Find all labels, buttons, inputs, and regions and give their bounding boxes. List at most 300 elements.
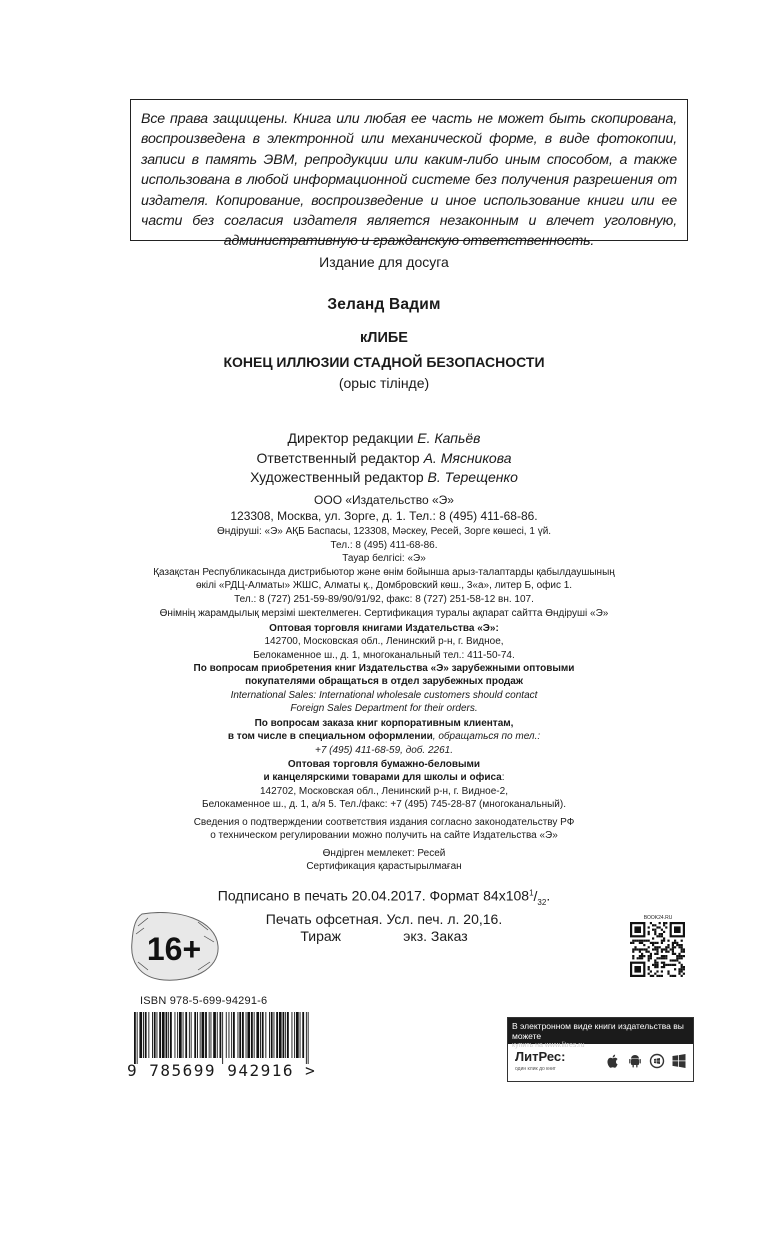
qr-module	[632, 942, 634, 944]
qr-module	[676, 944, 678, 946]
barcode-bar	[292, 1012, 293, 1058]
qr-module	[661, 975, 663, 977]
qr-module	[648, 968, 650, 970]
barcode-bar	[197, 1012, 198, 1058]
foreign-english-line: Foreign Sales Department for their orders.	[290, 702, 478, 714]
qr-module	[672, 948, 674, 950]
qr-finder	[634, 926, 641, 933]
kz-line: өкілі «РДЦ-Алматы» ЖШС, Алматы қ., Домбровский көш., 3«а», литер Б, офис 1.	[195, 580, 573, 592]
barcode-bar	[217, 1012, 218, 1058]
barcode-bar	[262, 1012, 264, 1058]
qr-module	[648, 957, 650, 959]
litres-bottom	[508, 1044, 693, 1081]
qr-module	[667, 946, 669, 948]
barcode-bar	[285, 1012, 286, 1058]
qr-module	[683, 955, 685, 957]
corporate-heading: в том числе в специальном оформлении	[227, 731, 433, 743]
barcode-bar	[239, 1012, 241, 1058]
qr-module	[659, 957, 661, 959]
barcode-bar	[269, 1012, 270, 1058]
qr-module	[641, 940, 643, 942]
barcode-bar	[256, 1012, 259, 1058]
qr-module	[678, 953, 680, 955]
qr-module	[632, 940, 634, 942]
certification-info	[0, 816, 768, 843]
qr-module	[645, 948, 647, 950]
qr-module	[656, 966, 658, 968]
qr-module	[645, 951, 647, 953]
barcode-bar	[271, 1012, 273, 1058]
qr-module	[654, 933, 656, 935]
qr-module	[681, 964, 683, 966]
qr-module	[661, 966, 663, 968]
qr-module	[648, 933, 650, 935]
qr-module	[654, 948, 656, 950]
barcode-bar	[254, 1012, 255, 1058]
qr-module	[641, 942, 643, 944]
qr-module	[652, 929, 654, 931]
qr-module	[652, 948, 654, 950]
barcode-bar	[251, 1012, 253, 1058]
qr-module	[663, 948, 665, 950]
qr-module	[650, 922, 652, 924]
qr-module	[645, 940, 647, 942]
qr-module	[648, 946, 650, 948]
qr-module	[659, 933, 661, 935]
origin-line: Сертификация қарастырылмаған	[306, 861, 462, 873]
barcode-bar	[152, 1012, 153, 1058]
qr-module	[650, 975, 652, 977]
qr-module	[665, 951, 667, 953]
kz-line: Өндіруші: «Э» АҚБ Баспасы, 123308, Мәскеу, Ресей, Зорге көшесі, 1 үй.	[216, 526, 552, 537]
barcode-bar	[211, 1012, 212, 1058]
publisher-info	[0, 493, 768, 524]
qr-module	[654, 962, 656, 964]
qr-module	[672, 942, 674, 944]
qr-module	[672, 964, 674, 966]
qr-finder	[674, 926, 681, 933]
wholesale-info	[0, 622, 768, 662]
book-title: кЛИБЕ	[360, 330, 408, 346]
qr-module	[656, 935, 658, 937]
corporate-tail: , обращаться по тел.:	[432, 731, 541, 743]
kz-line: Тел.: 8 (727) 251-59-89/90/91/92, факс: 8 (727) 251-58-12 вн. 107.	[234, 593, 534, 605]
qr-module	[643, 948, 645, 950]
book-subtitle: КОНЕЦ ИЛЛЮЗИИ СТАДНОЙ БЕЗОПАСНОСТИ	[223, 354, 545, 370]
origin-info	[0, 847, 768, 874]
certification-line: Сведения о подтверждении соответствия издания согласно законодательству РФ	[193, 817, 575, 828]
qr-module	[681, 955, 683, 957]
qr-module	[656, 951, 658, 953]
qr-module	[667, 940, 669, 942]
android-icon	[627, 1053, 643, 1069]
qr-module	[667, 944, 669, 946]
author-name: Зеланд Вадим	[327, 296, 441, 313]
foreign-heading: покупателями обращаться в отдел зарубежных продаж	[245, 676, 523, 688]
language-note: (орыс тілінде)	[338, 375, 430, 391]
barcode-bar	[226, 1012, 227, 1058]
qr-module	[676, 959, 678, 961]
qr-module	[670, 964, 672, 966]
qr-module	[661, 955, 663, 957]
qr-module	[656, 975, 658, 977]
barcode-bar	[194, 1012, 196, 1058]
stationery-info: Оптовая торговля бумажно-беловыми и канцелярскими товарами для школы и офиса: 142702, Московская обл., Ленинский р-н, г. Видное-2, Белокаменное ш., д. 1, а/я 5. Тел./факс: +7 (495) 745-28-87 (многоканальный).	[0, 758, 768, 811]
kz-line: Қазақстан Республикасында дистрибьютор және өнім бойынша арыз-талаптарды қабылдаушының	[153, 566, 615, 578]
qr-module	[650, 942, 652, 944]
qr-module	[674, 959, 676, 961]
barcode-bar	[247, 1012, 250, 1058]
barcode-bar	[242, 1012, 244, 1058]
qr-module	[654, 929, 656, 931]
barcode-bar	[238, 1012, 239, 1058]
stationery-line: 142702, Московская обл., Ленинский р-н, г. Видное-2,	[260, 785, 508, 797]
qr-finder	[634, 966, 641, 973]
qr-module	[663, 962, 665, 964]
qr-module	[672, 975, 674, 977]
litres-banner	[507, 1017, 694, 1082]
barcode-bar	[260, 1012, 261, 1058]
qr-module	[678, 957, 680, 959]
qr-module	[632, 948, 634, 950]
barcode-bar	[287, 1012, 289, 1058]
corporate-sales-info	[0, 717, 768, 757]
qr-module	[661, 957, 663, 959]
qr-module	[665, 957, 667, 959]
qr-module	[674, 942, 676, 944]
litres-logo: ЛитРес:	[515, 1049, 566, 1064]
barcode-bar	[233, 1012, 235, 1058]
litres-slogan: один клик до книг	[515, 1066, 556, 1072]
qr-module	[656, 957, 658, 959]
qr-module	[665, 946, 667, 948]
copyright-notice-box	[130, 99, 688, 250]
barcode-bar	[179, 1012, 182, 1058]
qr-module	[648, 973, 650, 975]
foreign-heading: По вопросам приобретения книг Издательства «Э» зарубежными оптовыми	[193, 663, 575, 674]
kz-line: Тел.: 8 (495) 411-68-86.	[330, 539, 438, 551]
qr-module	[667, 951, 669, 953]
barcode-bar	[137, 1012, 138, 1064]
qr-module	[674, 968, 676, 970]
platform-icons	[605, 1053, 687, 1069]
qr-module	[683, 948, 685, 950]
barcode-bar	[183, 1012, 184, 1058]
windows-phone-icon	[649, 1053, 665, 1069]
qr-module	[634, 948, 636, 950]
windows-icon	[671, 1053, 687, 1069]
barcode-bar	[168, 1012, 169, 1058]
qr-module	[661, 933, 663, 935]
isbn-label: ISBN 978-5-699-94291-6	[140, 995, 268, 1007]
qr-module	[654, 959, 656, 961]
qr-module	[648, 931, 650, 933]
qr-module	[670, 959, 672, 961]
qr-module	[683, 973, 685, 975]
barcode-bar	[205, 1012, 207, 1058]
qr-module	[661, 942, 663, 944]
qr-module	[674, 975, 676, 977]
qr-module	[665, 964, 667, 966]
qr-module	[630, 942, 632, 944]
qr-module	[654, 973, 656, 975]
barcode-bar	[220, 1012, 222, 1058]
qr-module	[676, 955, 678, 957]
qr-module	[641, 955, 643, 957]
qr-module	[639, 955, 641, 957]
barcode-bar	[246, 1012, 247, 1058]
kazakh-distribution-info	[0, 525, 768, 620]
qr-module	[639, 940, 641, 942]
qr-module	[659, 926, 661, 928]
barcode-bar	[175, 1012, 176, 1058]
barcode-bar	[296, 1012, 299, 1058]
certification-line: о техническом регулировании можно получить на сайте Издательства «Э»	[210, 830, 558, 842]
barcode-bar	[306, 1012, 307, 1064]
barcode-bar	[177, 1012, 178, 1058]
barcode-bar	[134, 1012, 136, 1064]
qr-module	[654, 942, 656, 944]
qr-module	[678, 955, 680, 957]
qr-module	[659, 935, 661, 937]
barcode-bar	[276, 1012, 278, 1058]
barcode-bar	[302, 1012, 304, 1058]
credit-line: Ответственный редактор А. Мясникова	[256, 449, 512, 466]
qr-label: BOOK24.RU	[643, 915, 673, 921]
stationery-heading: Оптовая торговля бумажно-беловыми	[287, 759, 481, 770]
qr-module	[672, 946, 674, 948]
corporate-phone: +7 (495) 411-68-59, доб. 2261.	[314, 744, 453, 756]
qr-module	[654, 966, 656, 968]
qr-module	[654, 964, 656, 966]
qr-module	[650, 970, 652, 972]
barcode-bar	[294, 1012, 295, 1058]
qr-module	[670, 975, 672, 977]
qr-module	[654, 946, 656, 948]
barcode-bar	[300, 1012, 301, 1058]
stationery-line: Белокаменное ш., д. 1, а/я 5. Тел./факс: +7 (495) 745-28-87 (многоканальный).	[202, 798, 566, 810]
qr-module	[663, 940, 665, 942]
qr-module	[643, 944, 645, 946]
litres-banner-text	[508, 1018, 693, 1049]
qr-module	[681, 946, 683, 948]
qr-module	[634, 946, 636, 948]
barcode-bar	[148, 1012, 149, 1058]
qr-module	[665, 955, 667, 957]
qr-module	[656, 970, 658, 972]
credit-line: Художественный редактор В. Терещенко	[250, 469, 518, 485]
qr-module	[648, 966, 650, 968]
qr-module	[637, 940, 639, 942]
barcode-bar	[202, 1012, 205, 1058]
qr-module	[661, 962, 663, 964]
qr-module	[663, 966, 665, 968]
barcode-bar	[209, 1012, 210, 1058]
qr-module	[656, 942, 658, 944]
qr-module	[674, 964, 676, 966]
barcode-bar	[139, 1012, 142, 1058]
qr-module	[678, 970, 680, 972]
qr-module	[665, 948, 667, 950]
origin-line: Өндірген мемлекет: Ресей	[322, 848, 446, 859]
qr-module	[683, 968, 685, 970]
qr-module	[661, 929, 663, 931]
qr-module	[639, 948, 641, 950]
qr-module	[681, 940, 683, 942]
qr-module	[654, 931, 656, 933]
qr-module	[663, 924, 665, 926]
age-rating-text: 16+	[146, 931, 202, 967]
qr-module	[663, 957, 665, 959]
barcode-bar	[189, 1012, 190, 1058]
qr-module	[661, 940, 663, 942]
qr-module	[678, 944, 680, 946]
qr-module	[643, 955, 645, 957]
qr-module	[678, 962, 680, 964]
qr-module	[639, 942, 641, 944]
kz-line: Тауар белгісі: «Э»	[342, 553, 426, 565]
qr-module	[661, 948, 663, 950]
barcode-bar	[159, 1012, 161, 1058]
barcode-bar	[145, 1012, 147, 1058]
qr-module	[632, 957, 634, 959]
qr-module	[665, 926, 667, 928]
qr-module	[681, 957, 683, 959]
qr-module	[681, 966, 683, 968]
qr-module	[637, 948, 639, 950]
barcode-bar	[308, 1012, 309, 1064]
qr-module	[632, 951, 634, 953]
qr-module	[672, 953, 674, 955]
foreign-sales-info	[0, 662, 768, 715]
print-line-3: Тираж экз. Заказ	[300, 928, 468, 945]
qr-module	[641, 957, 643, 959]
editorial-credits	[0, 429, 768, 488]
barcode-bar	[213, 1012, 216, 1058]
qr-module	[683, 951, 685, 953]
barcode-bar	[143, 1012, 144, 1058]
copyright-notice-text: Все права защищены. Книга или любая ее часть не может быть скопирована, воспроизведена в электронной или механической форме, в виде фотокопии, записи в память ЭВМ, репродукции или каким-либо иным способом, а также использована в любой информационной системе без получения разрешения от издателя. Копирование, воспроизведение и иное использование книги или ее части без согласия издателя является незаконным и влечет уголовную, административную и гражданскую ответственность.	[141, 111, 677, 250]
qr-module	[681, 968, 683, 970]
qr-module	[652, 937, 654, 939]
qr-module	[656, 964, 658, 966]
qr-module	[650, 953, 652, 955]
print-line-2: Печать офсетная. Усл. печ. л. 20,16.	[265, 910, 503, 927]
barcode-bar	[274, 1012, 275, 1058]
qr-module	[650, 955, 652, 957]
qr-module	[681, 975, 683, 977]
qr-module	[652, 942, 654, 944]
corporate-heading: По вопросам заказа книг корпоративным клиентам,	[254, 718, 514, 729]
qr-module	[672, 951, 674, 953]
barcode-bar	[162, 1012, 165, 1058]
age-rating-badge-icon	[128, 912, 220, 982]
barcode-bar	[222, 1012, 223, 1064]
barcode-bar	[229, 1012, 230, 1058]
qr-module	[654, 953, 656, 955]
qr-module	[674, 940, 676, 942]
qr-module	[681, 944, 683, 946]
stationery-heading: и канцелярскими товарами для школы и офиса	[263, 772, 502, 784]
barcode-bar	[191, 1012, 192, 1058]
qr-module	[681, 970, 683, 972]
barcode-bar	[157, 1012, 158, 1058]
qr-module	[641, 953, 643, 955]
qr-module	[637, 957, 639, 959]
qr-module	[641, 948, 643, 950]
qr-module	[654, 924, 656, 926]
qr-module	[670, 948, 672, 950]
qr-module	[652, 975, 654, 977]
qr-module	[683, 966, 685, 968]
publisher-address: 123308, Москва, ул. Зорге, д. 1. Тел.: 8 (495) 411-68-86.	[230, 508, 538, 523]
qr-module	[678, 968, 680, 970]
wholesale-heading: Оптовая торговля книгами Издательства «Э»:	[269, 623, 499, 634]
qr-module	[650, 957, 652, 959]
qr-module	[656, 953, 658, 955]
qr-module	[656, 962, 658, 964]
qr-code-icon	[622, 912, 690, 988]
barcode-bar	[170, 1012, 172, 1058]
wholesale-line: 142700, Московская обл., Ленинский р-н, г. Видное,	[264, 636, 504, 648]
barcode-bar	[200, 1012, 201, 1058]
qr-module	[652, 924, 654, 926]
qr-module	[661, 951, 663, 953]
qr-module	[663, 922, 665, 924]
qr-module	[661, 935, 663, 937]
barcode-bar	[166, 1012, 168, 1058]
qr-module	[634, 940, 636, 942]
qr-module	[652, 964, 654, 966]
barcode-bar	[154, 1012, 156, 1058]
barcode-icon	[134, 1012, 310, 1064]
qr-module	[665, 922, 667, 924]
qr-module	[672, 959, 674, 961]
qr-module	[648, 959, 650, 961]
qr-module	[674, 953, 676, 955]
qr-module	[663, 955, 665, 957]
qr-module	[632, 955, 634, 957]
qr-module	[656, 926, 658, 928]
qr-module	[678, 946, 680, 948]
apple-icon	[605, 1053, 621, 1069]
qr-module	[663, 931, 665, 933]
foreign-english-line: International Sales: International wholesale customers should contact	[230, 689, 538, 701]
publisher-name: ООО «Издательство «Э»	[314, 493, 454, 507]
qr-module	[672, 944, 674, 946]
litres-line: купить на www.litres.ru	[512, 1042, 585, 1049]
qr-module	[648, 940, 650, 942]
barcode-bar	[265, 1012, 266, 1058]
qr-module	[652, 944, 654, 946]
qr-module	[667, 970, 669, 972]
litres-line: В электронном виде книги издательства вы можете	[512, 1021, 684, 1041]
qr-module	[656, 948, 658, 950]
qr-module	[678, 973, 680, 975]
qr-module	[667, 973, 669, 975]
qr-module	[676, 957, 678, 959]
qr-module	[643, 940, 645, 942]
barcode-bar	[279, 1012, 282, 1058]
qr-module	[639, 951, 641, 953]
qr-module	[648, 955, 650, 957]
barcode-digits: 9 785699 942916 >	[127, 1061, 317, 1080]
qr-module	[659, 975, 661, 977]
credit-line: Директор редакции Е. Капьёв	[287, 430, 481, 446]
qr-module	[674, 946, 676, 948]
qr-module	[656, 946, 658, 948]
qr-module	[661, 970, 663, 972]
